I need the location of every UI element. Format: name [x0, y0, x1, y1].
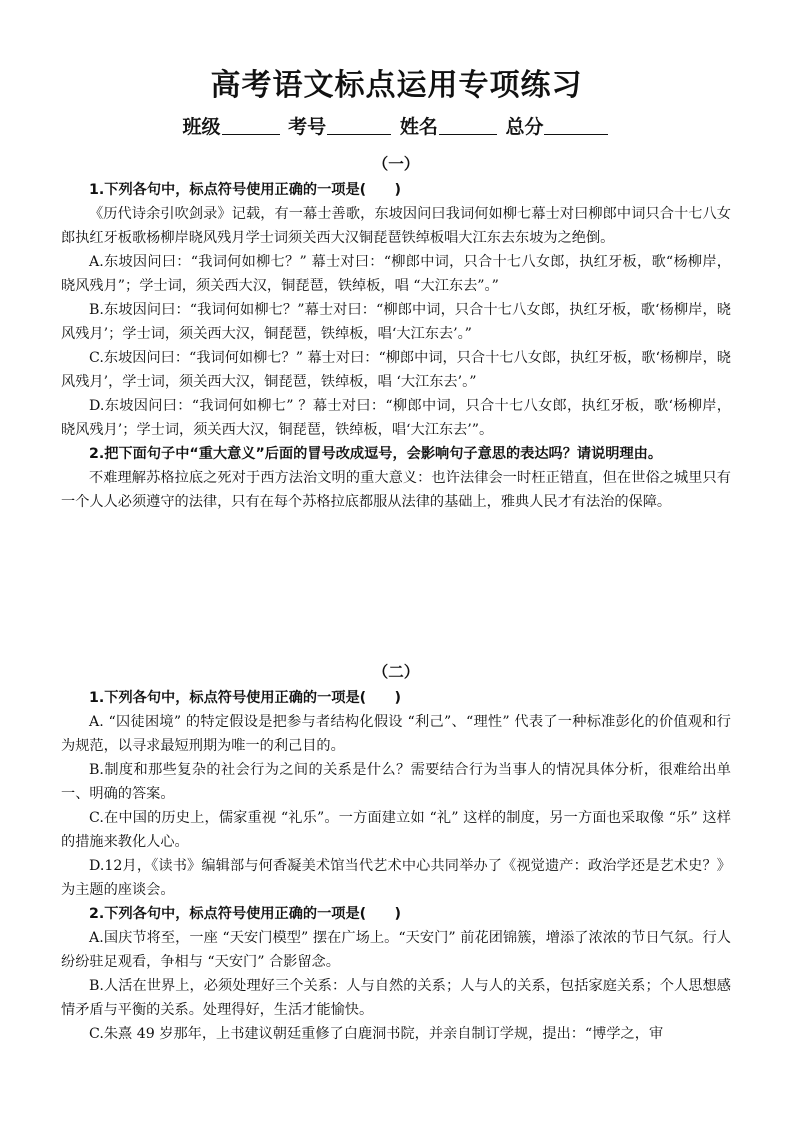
option-c: C.在中国的历史上，儒家重视 “礼乐”。一方面建立如 “礼” 这样的制度，另一方面也采取像 “乐” 这样的措施来教化人心。 [61, 810, 731, 850]
class-blank[interactable] [222, 116, 280, 135]
option-c: C.东坡因问曰：“我词何如柳七？” 幕士对曰：“柳郎中词，只合十七八女郎，执红牙板，歌‘杨柳岸，晓风残月’，学士词，须关西大汉，铜琵琶，铁绰板，唱 ‘大江东去’。” [61, 350, 731, 390]
option-a: A.国庆节将至，一座 “天安门模型” 摆在广场上。“天安门” 前花团锦簇，增添了浓浓的节日气氛。行人纷纷驻足观看，争相与 “天安门” 合影留念。 [61, 930, 731, 970]
option-d: D.东坡因问曰：“我词何如柳七” ？幕士对曰：“柳郎中词，只合十七八女郎，执红牙板，歌‘杨柳岸，晓风残月’；学士词，须关西大汉，铜琵琶，铁绰板，唱‘大江东去’”。 [61, 398, 731, 438]
page-title: 高考语文标点运用专项练习 [210, 68, 583, 103]
question-stem: 2.下列各句中，标点符号使用正确的一项是( ) [89, 906, 401, 922]
option-d: D.12月，《读书》编辑部与何香凝美术馆当代艺术中心共同举办了《视觉遗产：政治学还是艺术史？》为主题的座谈会。 [61, 858, 731, 898]
name-blank[interactable] [439, 116, 497, 135]
question-stem: 1.下列各句中，标点符号使用正确的一项是( ) [89, 182, 401, 198]
total-score-blank[interactable] [544, 116, 608, 135]
question-stem: 1.下列各句中，标点符号使用正确的一项是( ) [89, 690, 401, 706]
class-label: 班级 [182, 116, 221, 138]
option-b: B.东坡因问曰：“我词何如柳七？”幕士对曰：“柳郎中词，只合十七八女郎，执红牙板，歌‘杨柳岸，晓风残月’；学士词，须关西大汉，铜琵琶，铁绰板，唱‘大江东去’。” [61, 302, 731, 342]
option-b: B.人活在世界上，必须处理好三个关系：人与自然的关系；人与人的关系，包括家庭关系；个人思想感情矛盾与平衡的关系。处理得好，生活才能愉快。 [61, 978, 731, 1018]
question-stem: 2.把下面句子中“重大意义”后面的冒号改成逗号，会影响句子意思的表达吗？请说明理由。 [89, 446, 663, 462]
name-label: 姓名 [399, 116, 438, 138]
total-score-label: 总分 [505, 116, 544, 138]
section-two-heading: （二） [372, 663, 420, 681]
student-info-line [0, 112, 793, 139]
exam-number-blank[interactable] [327, 116, 391, 135]
exam-number-label: 考号 [288, 116, 327, 138]
section-two [61, 658, 731, 1046]
option-a: A. “囚徒困境” 的特定假设是把参与者结构化假设 “利己”、“理性” 代表了一种标准彭化的价值观和行为规范，以寻求最短刑期为唯一的利己目的。 [61, 714, 731, 754]
question-passage: 《历代诗余引吹剑录》记载，有一幕士善歌，东坡因问曰我词何如柳七幕士对曰柳郎中词只合十七八女郎执红牙板歌杨柳岸晓风残月学士词须关西大汉铜琵琶铁绰板唱大江东去东坡为之绝倒。 [61, 206, 731, 246]
option-a: A.东坡因问曰：“我词何如柳七？” 幕士对曰：“柳郎中词，只合十七八女郎，执红牙板，歌“杨柳岸，晓风残月”；学士词，须关西大汉，铜琵琶，铁绰板，唱 “大江东去”。” [61, 254, 731, 294]
section-one-heading: （一） [372, 155, 420, 173]
section-one [61, 150, 731, 514]
option-c: C.朱熹 49 岁那年，上书建议朝廷重修了白鹿洞书院，并亲自制订学规，提出：“博学之，审 [89, 1026, 664, 1042]
option-b: B.制度和那些复杂的社会行为之间的关系是什么？需要结合行为当事人的情况具体分析，很难给出单一、明确的答案。 [61, 762, 731, 802]
question-passage: 不难理解苏格拉底之死对于西方法治文明的重大意义：也许法律会一时枉正错直，但在世俗之城里只有一个人人必须遵守的法律，只有在每个苏格拉底都服从法律的基础上，雅典人民才有法治的保障。 [61, 470, 731, 510]
